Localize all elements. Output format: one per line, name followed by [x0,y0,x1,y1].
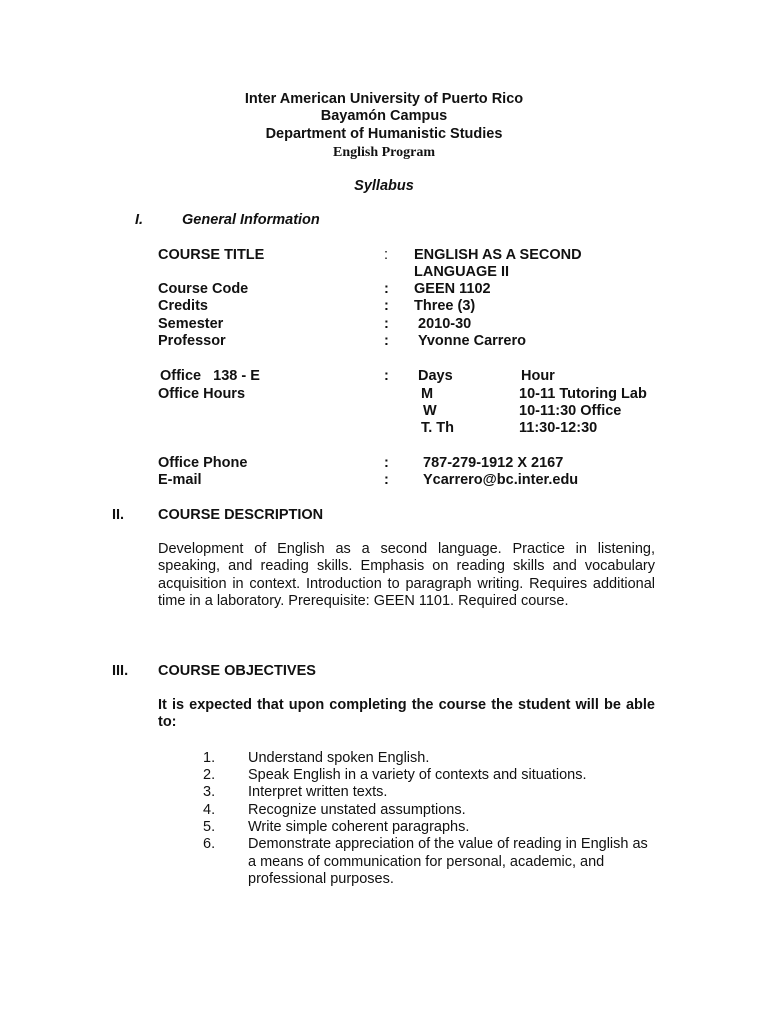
objective-text: Demonstrate appreciation of the value of reading in English as a means of communication for personal, academic, and professional purposes. [248,836,648,887]
semester-label: Semester [158,316,224,332]
program-name: English Program [332,145,436,160]
email-value[interactable]: Ycarrero@bc.inter.edu [423,472,579,488]
schedule-hour: 10-11:30 Office [519,403,622,419]
schedule-hour: 11:30-12:30 [519,420,598,436]
colon: : [384,455,389,471]
credits-value: Three (3) [414,298,476,314]
university-name: Inter American University of Puerto Rico [244,91,524,107]
section-2-title: COURSE DESCRIPTION [158,507,324,523]
colon: : [384,316,389,332]
objective-number: 1. [203,750,216,766]
hour-header: Hour [521,368,555,384]
department-name: Department of Humanistic Studies [265,126,503,142]
objective-number: 6. [203,836,216,852]
campus-name: Bayamón Campus [320,108,448,124]
objective-text: Understand spoken English. [248,750,430,766]
schedule-day: W [423,403,437,419]
course-description-text: Development of English as a second language. Practice in listening, speaking, and reading skills. Emphasis on reading skills and vocabulary acquisition in context. Introduction to paragraph writing. Requires additional time in a laboratory. Prerequisite: GEEN 1101. Required course. [158,541,655,610]
course-title-value-line2: LANGUAGE II [414,264,510,280]
office-label: Office 138 - E [160,368,260,384]
schedule-hour: 10-11 Tutoring Lab [519,386,647,402]
colon: : [384,333,389,349]
document-title: Syllabus [354,178,414,194]
colon: : [384,368,389,384]
course-title-value-line1: ENGLISH AS A SECOND [414,247,582,263]
section-1-title: General Information [182,212,320,228]
objective-text: Speak English in a variety of contexts and situations. [248,767,587,783]
colon: : [384,281,389,297]
colon: : [384,472,389,488]
email-label: E-mail [158,472,202,488]
days-header: Days [418,368,453,384]
semester-value: 2010-30 [418,316,472,332]
course-code-label: Course Code [158,281,249,297]
course-title-label: COURSE TITLE [158,247,265,263]
colon: : [384,247,389,263]
section-2-numeral: II. [112,507,125,523]
section-1-numeral: I. [135,212,144,228]
objective-number: 2. [203,767,216,783]
objective-text: Interpret written texts. [248,784,388,800]
professor-value: Yvonne Carrero [418,333,526,349]
office-hours-label: Office Hours [158,386,246,402]
section-3-numeral: III. [112,663,129,679]
office-phone-label: Office Phone [158,455,248,471]
professor-label: Professor [158,333,226,349]
credits-label: Credits [158,298,208,314]
objective-number: 5. [203,819,216,835]
section-3-title: COURSE OBJECTIVES [158,663,316,679]
objective-number: 3. [203,784,216,800]
objective-text: Recognize unstated assumptions. [248,802,466,818]
schedule-day: M [421,386,434,402]
schedule-day: T. Th [421,420,455,436]
objective-number: 4. [203,802,216,818]
objectives-intro: It is expected that upon completing the course the student will be able to: [158,697,655,731]
colon: : [384,298,389,314]
course-code-value: GEEN 1102 [414,281,491,297]
objective-text: Write simple coherent paragraphs. [248,819,470,835]
office-phone-value: 787-279-1912 X 2167 [423,455,564,471]
